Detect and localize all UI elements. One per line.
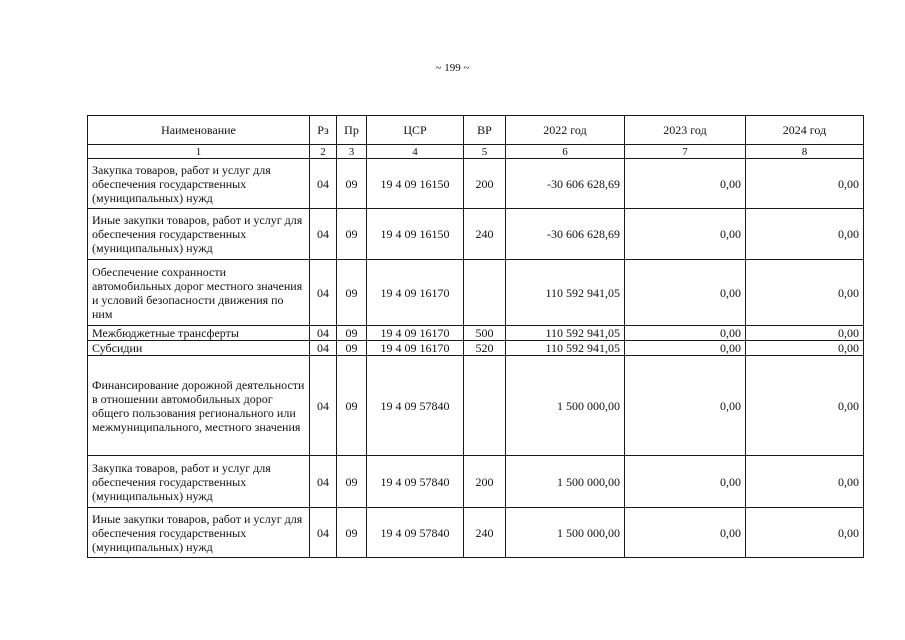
column-number: 7 bbox=[625, 145, 746, 159]
row-2022: 1 500 000,00 bbox=[506, 456, 625, 508]
row-pr: 09 bbox=[337, 326, 367, 341]
row-2022: 1 500 000,00 bbox=[506, 508, 625, 558]
page-number: ~ 199 ~ bbox=[435, 62, 470, 74]
row-rz: 04 bbox=[310, 209, 337, 260]
row-2023: 0,00 bbox=[625, 159, 746, 209]
table-header-row bbox=[88, 116, 864, 145]
row-name: Закупка товаров, работ и услуг для обеспечения государственных (муниципальных) нужд bbox=[88, 159, 310, 209]
row-rz: 04 bbox=[310, 356, 337, 456]
row-vr: 200 bbox=[464, 456, 506, 508]
header-2022: 2022 год bbox=[506, 116, 625, 145]
table-row bbox=[88, 326, 864, 341]
row-vr: 240 bbox=[464, 508, 506, 558]
row-2023: 0,00 bbox=[625, 209, 746, 260]
header-csr: ЦСР bbox=[367, 116, 464, 145]
row-2024: 0,00 bbox=[746, 456, 864, 508]
row-pr: 09 bbox=[337, 209, 367, 260]
row-vr: 200 bbox=[464, 159, 506, 209]
table-row bbox=[88, 209, 864, 260]
row-vr bbox=[464, 356, 506, 456]
row-2024: 0,00 bbox=[746, 159, 864, 209]
header-name: Наименование bbox=[88, 116, 310, 145]
column-number: 1 bbox=[88, 145, 310, 159]
row-2024: 0,00 bbox=[746, 356, 864, 456]
row-pr: 09 bbox=[337, 508, 367, 558]
row-2022: 110 592 941,05 bbox=[506, 260, 625, 326]
row-name: Субсидии bbox=[88, 341, 310, 356]
header-2023: 2023 год bbox=[625, 116, 746, 145]
row-pr: 09 bbox=[337, 356, 367, 456]
row-csr: 19 4 09 16170 bbox=[367, 260, 464, 326]
row-name: Иные закупки товаров, работ и услуг для обеспечения государственных (муниципальных) нужд bbox=[88, 508, 310, 558]
row-rz: 04 bbox=[310, 260, 337, 326]
row-2023: 0,00 bbox=[625, 356, 746, 456]
column-number: 2 bbox=[310, 145, 337, 159]
row-2023: 0,00 bbox=[625, 456, 746, 508]
row-csr: 19 4 09 57840 bbox=[367, 456, 464, 508]
row-2022: -30 606 628,69 bbox=[506, 159, 625, 209]
row-rz: 04 bbox=[310, 456, 337, 508]
row-2024: 0,00 bbox=[746, 508, 864, 558]
row-name: Закупка товаров, работ и услуг для обеспечения государственных (муниципальных) нужд bbox=[88, 456, 310, 508]
row-rz: 04 bbox=[310, 326, 337, 341]
row-2022: -30 606 628,69 bbox=[506, 209, 625, 260]
column-number: 4 bbox=[367, 145, 464, 159]
row-name: Финансирование дорожной деятельности в отношении автомобильных дорог общего пользования регионального или межмуниципального, местного значения bbox=[88, 356, 310, 456]
column-number: 6 bbox=[506, 145, 625, 159]
row-2023: 0,00 bbox=[625, 508, 746, 558]
row-name: Иные закупки товаров, работ и услуг для обеспечения государственных (муниципальных) нужд bbox=[88, 209, 310, 260]
column-number-row bbox=[88, 145, 864, 159]
row-2024: 0,00 bbox=[746, 209, 864, 260]
row-vr: 520 bbox=[464, 341, 506, 356]
header-vr: ВР bbox=[464, 116, 506, 145]
row-csr: 19 4 09 57840 bbox=[367, 508, 464, 558]
row-vr bbox=[464, 260, 506, 326]
header-2024: 2024 год bbox=[746, 116, 864, 145]
row-2022: 110 592 941,05 bbox=[506, 326, 625, 341]
column-number: 3 bbox=[337, 145, 367, 159]
row-name: Обеспечение сохранности автомобильных дорог местного значения и условий безопасности движения по ним bbox=[88, 260, 310, 326]
row-2022: 110 592 941,05 bbox=[506, 341, 625, 356]
table-row bbox=[88, 260, 864, 326]
table-row bbox=[88, 356, 864, 456]
row-csr: 19 4 09 16170 bbox=[367, 341, 464, 356]
header-rz: Рз bbox=[310, 116, 337, 145]
row-2022: 1 500 000,00 bbox=[506, 356, 625, 456]
table-row bbox=[88, 508, 864, 558]
column-number: 8 bbox=[746, 145, 864, 159]
row-csr: 19 4 09 16150 bbox=[367, 209, 464, 260]
row-2024: 0,00 bbox=[746, 341, 864, 356]
table-row bbox=[88, 341, 864, 356]
row-rz: 04 bbox=[310, 508, 337, 558]
row-rz: 04 bbox=[310, 341, 337, 356]
row-2024: 0,00 bbox=[746, 260, 864, 326]
budget-table bbox=[87, 115, 864, 558]
row-2023: 0,00 bbox=[625, 326, 746, 341]
header-pr: Пр bbox=[337, 116, 367, 145]
row-name: Межбюджетные трансферты bbox=[88, 326, 310, 341]
row-vr: 500 bbox=[464, 326, 506, 341]
table-row bbox=[88, 159, 864, 209]
row-csr: 19 4 09 16170 bbox=[367, 326, 464, 341]
table-row bbox=[88, 456, 864, 508]
row-pr: 09 bbox=[337, 260, 367, 326]
row-pr: 09 bbox=[337, 341, 367, 356]
row-2023: 0,00 bbox=[625, 341, 746, 356]
row-2024: 0,00 bbox=[746, 326, 864, 341]
row-csr: 19 4 09 57840 bbox=[367, 356, 464, 456]
column-number: 5 bbox=[464, 145, 506, 159]
row-vr: 240 bbox=[464, 209, 506, 260]
row-pr: 09 bbox=[337, 456, 367, 508]
row-pr: 09 bbox=[337, 159, 367, 209]
row-csr: 19 4 09 16150 bbox=[367, 159, 464, 209]
row-rz: 04 bbox=[310, 159, 337, 209]
row-2023: 0,00 bbox=[625, 260, 746, 326]
